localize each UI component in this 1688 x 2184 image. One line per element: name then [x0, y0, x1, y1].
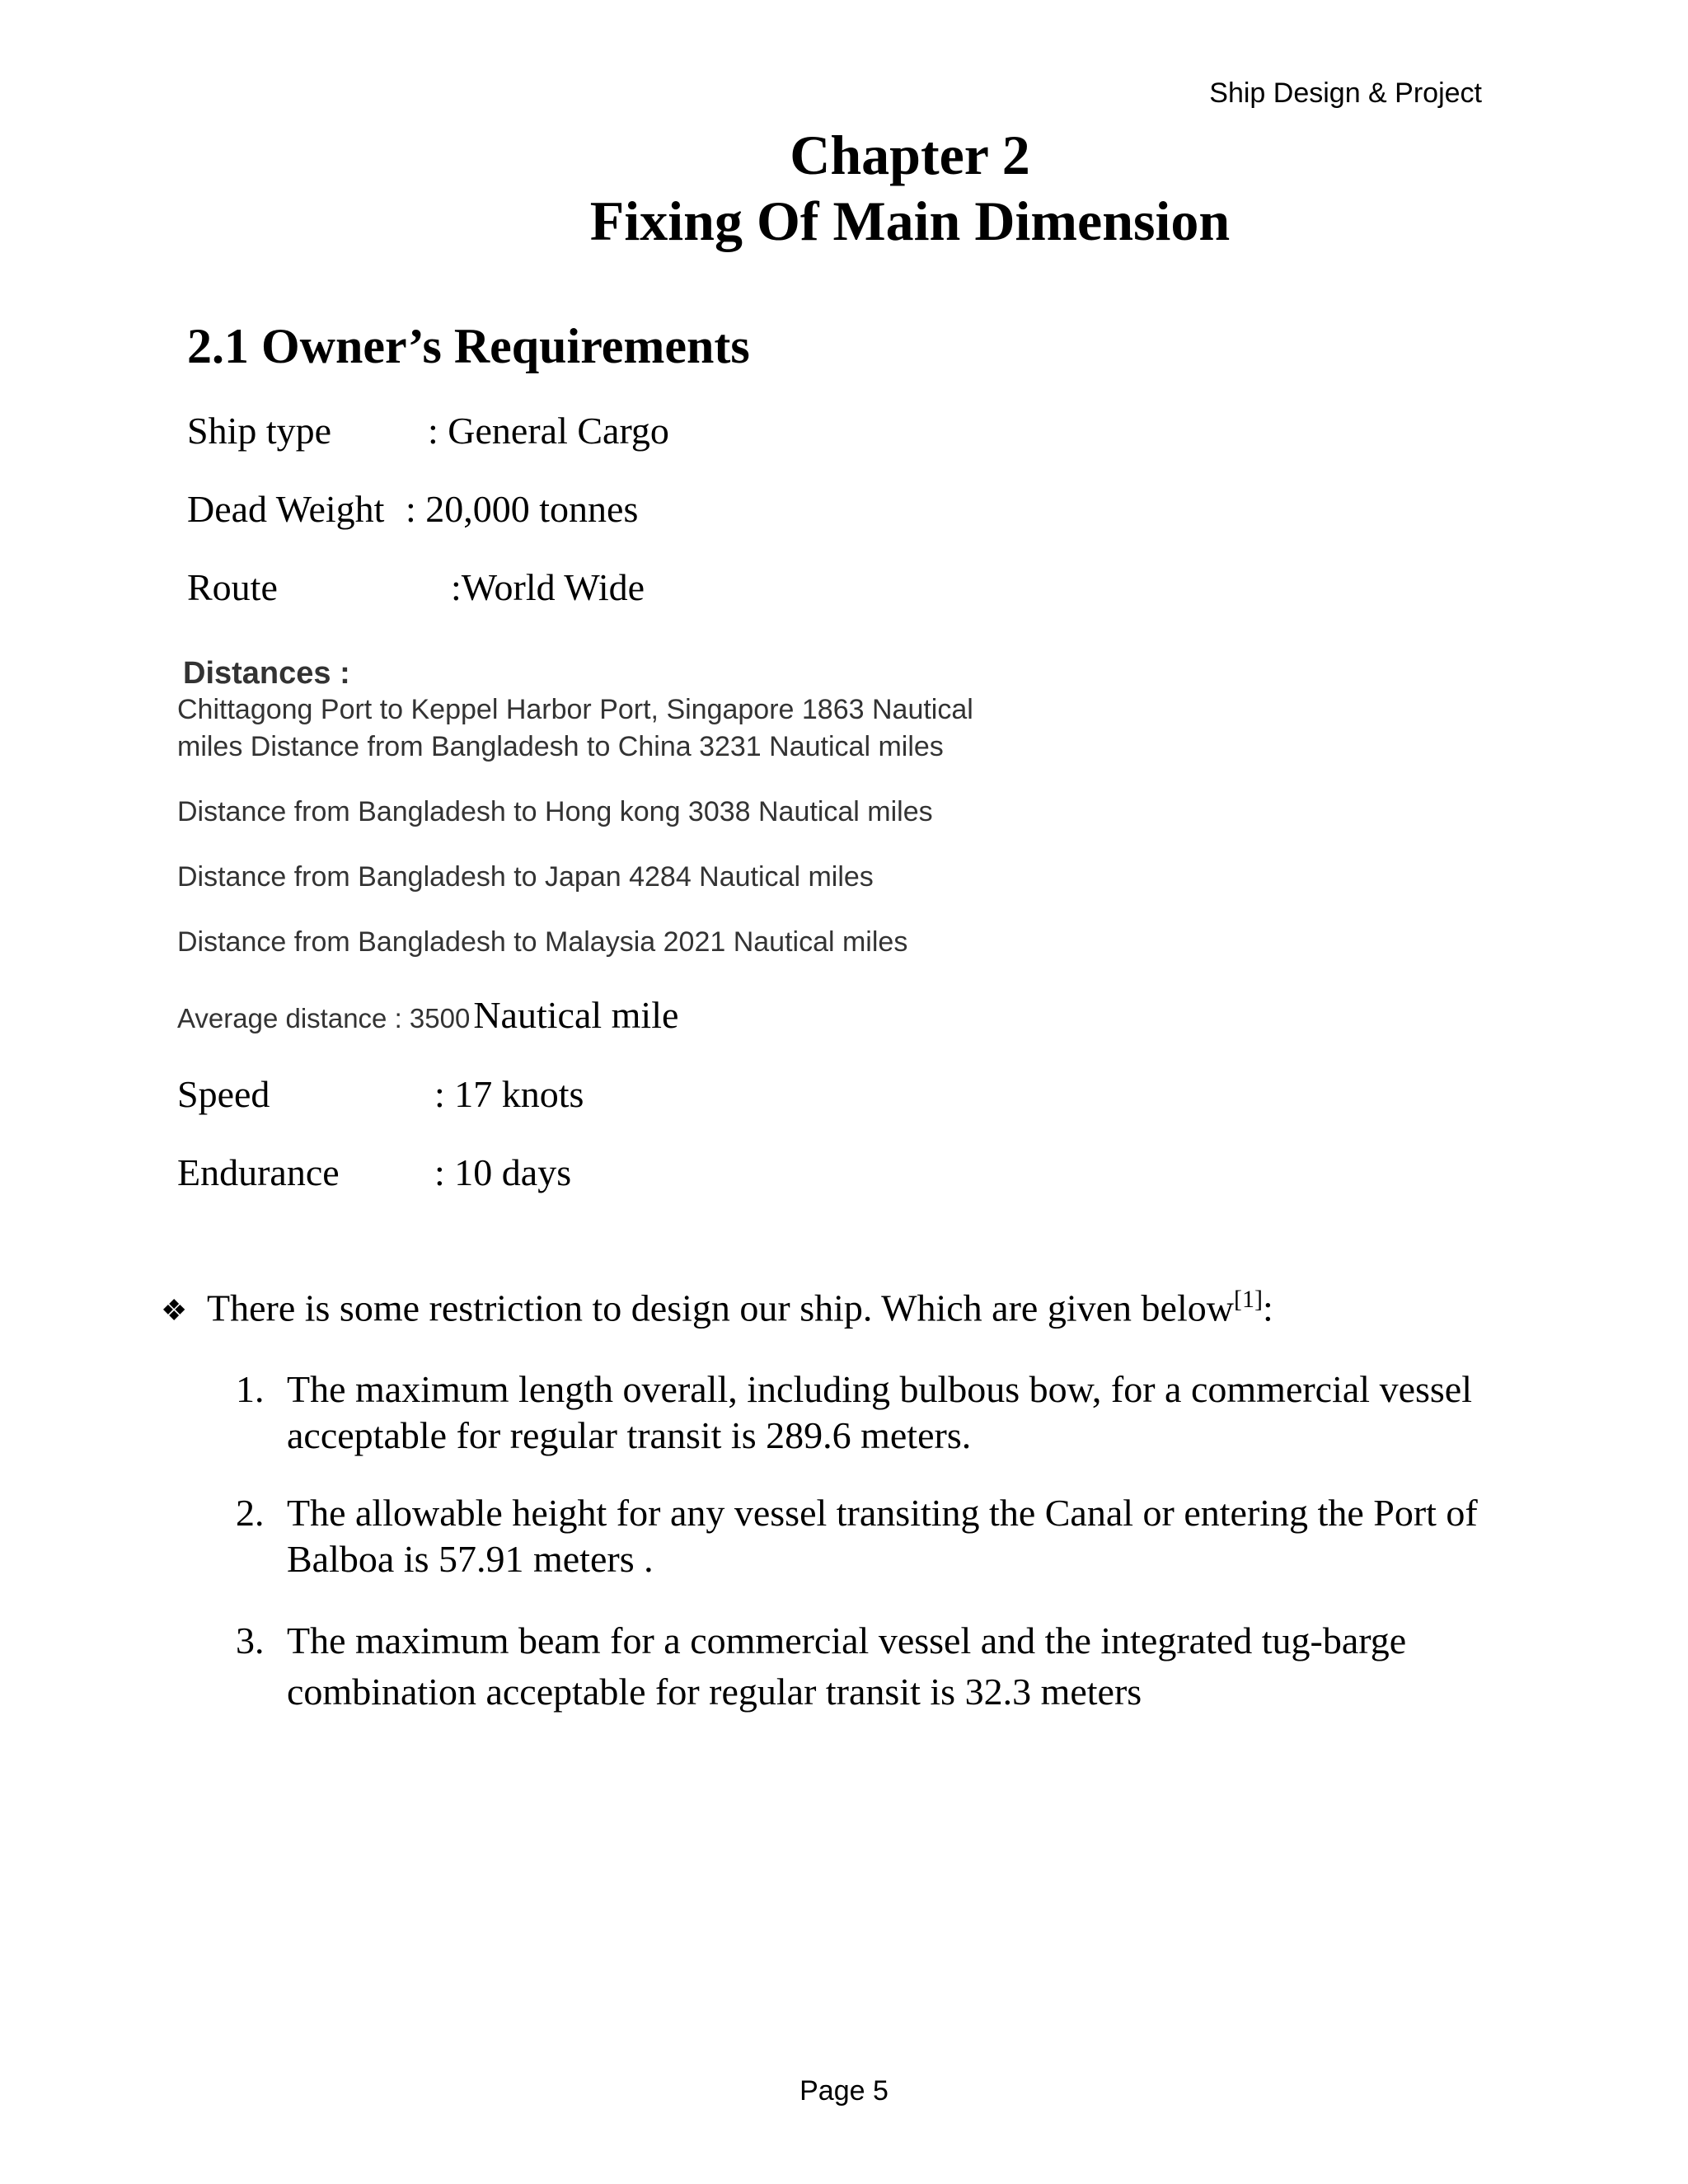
distance-line: Distance from Bangladesh to Hong kong 3038 Nautical miles [177, 796, 933, 827]
requirement-value: : General Cargo [428, 410, 669, 452]
spec-row-speed [177, 1072, 584, 1116]
restrictions-intro [161, 1286, 1273, 1329]
distances-heading: Distances : [183, 656, 350, 691]
requirement-row-dead-weight [187, 487, 639, 531]
requirement-label: Route [187, 566, 278, 608]
page-number: Page 5 [799, 2075, 889, 2107]
restrictions-intro-end: : [1262, 1286, 1273, 1329]
average-distance-label: Average distance : 3500 [177, 1003, 471, 1033]
requirement-label: Dead Weight [187, 488, 385, 530]
restriction-item [236, 1490, 1497, 1582]
restriction-item [236, 1366, 1497, 1459]
restriction-text: The allowable height for any vessel transiting the Canal or entering the Port of Balboa is 57.91 meters . [287, 1492, 1478, 1580]
distance-line: Chittagong Port to Keppel Harbor Port, Singapore 1863 Nautical [177, 694, 973, 725]
spec-row-endurance [177, 1151, 572, 1194]
chapter-title [0, 122, 1688, 254]
average-distance-unit: Nautical mile [473, 994, 679, 1036]
spec-value: : 10 days [434, 1151, 572, 1193]
restriction-number: 2. [236, 1492, 265, 1534]
restrictions-intro-text: There is some restriction to design our ship. Which are given below [207, 1286, 1234, 1329]
spec-label: Endurance [177, 1151, 340, 1193]
restriction-item [236, 1615, 1497, 1718]
chapter-number: Chapter 2 [790, 124, 1030, 186]
requirement-row-ship-type [187, 409, 669, 452]
chapter-name: Fixing Of Main Dimension [589, 190, 1231, 252]
requirement-row-route [187, 565, 645, 609]
running-header: Ship Design & Project [1209, 77, 1482, 109]
average-distance-row [177, 993, 678, 1037]
restriction-number: 3. [236, 1619, 265, 1661]
distance-line: Distance from Bangladesh to Malaysia 2021 Nautical miles [177, 926, 908, 958]
restriction-text: The maximum length overall, including bulbous bow, for a commercial vessel acceptable for regular transit is 289.6 meters. [287, 1368, 1472, 1456]
citation-marker: [1] [1233, 1286, 1263, 1313]
distance-line: Distance from Bangladesh to Japan 4284 Nautical miles [177, 861, 874, 893]
restriction-text: The maximum beam for a commercial vessel and the integrated tug-barge combination acceptable for regular transit is 32.3 meters [287, 1619, 1407, 1713]
section-heading: 2.1 Owner’s Requirements [187, 319, 750, 373]
requirement-label: Ship type [187, 410, 332, 452]
spec-value: : 17 knots [434, 1073, 584, 1115]
restriction-number: 1. [236, 1368, 265, 1410]
diamond-bullet-icon: ❖ [161, 1294, 188, 1328]
requirement-value: : 20,000 tonnes [406, 488, 639, 530]
distance-line: miles Distance from Bangladesh to China 3231 Nautical miles [177, 731, 944, 762]
spec-label: Speed [177, 1073, 270, 1115]
requirement-value: :World Wide [451, 566, 645, 608]
